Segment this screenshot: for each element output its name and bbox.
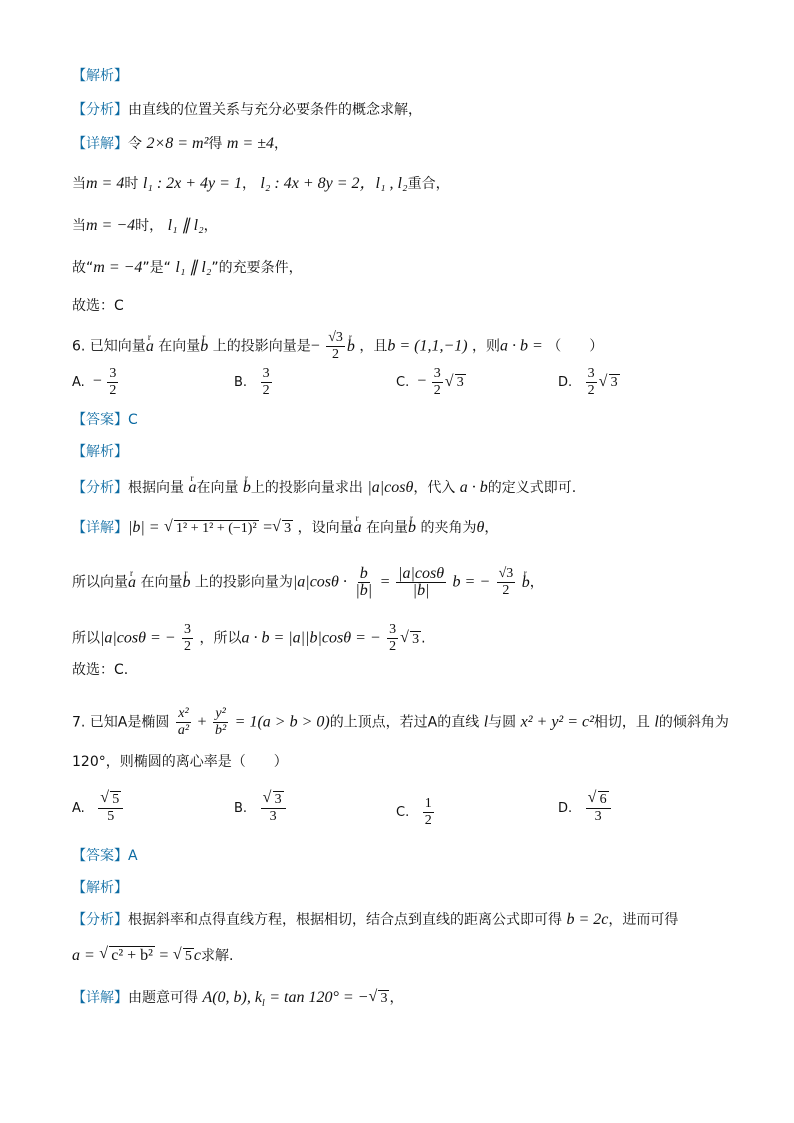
q5-fenxi-line: 【分析】由直线的位置关系与充分必要条件的概念求解， xyxy=(72,102,422,118)
q6-jiexi: 【解析】 xyxy=(72,444,128,460)
q6-option-b: B. $\frac{3}{2}$ xyxy=(234,366,270,398)
q7-option-c: C. $\frac{1}{2}$ xyxy=(396,796,432,828)
q7-stem-line2: 120°，则椭圆的离心率是（ ） xyxy=(72,754,288,770)
q7-option-a: A. √ $\frac{5}{5}$ xyxy=(72,792,125,825)
q5-answer: 故选：C xyxy=(72,298,124,314)
q6-stem: 6. 已知向量r a 在向量r b 上的投影向量是− $\frac{√3}{2}$ r b ，且b = (1,1,−1) ，则a · b = （ ） xyxy=(72,330,603,363)
q7-option-d: D. √ $\frac{6}{3}$ xyxy=(558,792,613,825)
q5-case-m-neg4: 当m = −4时， l₁ ∥ l₂， xyxy=(72,217,218,234)
q6-option-a: A. − $\frac{3}{2}$ xyxy=(72,366,117,398)
q6-projection-line: 所以向量r a 在向量r b 上的投影向量为|a|cosθ · $\frac{b}{|b|}$ = $\frac{|a|\cos\theta}{|b|}$ b = − $\frac{√3}{2}$ r b， xyxy=(72,566,544,599)
q7-option-b: B. √ $\frac{3}{3}$ xyxy=(234,792,288,825)
q7-jiexi: 【解析】 xyxy=(72,880,128,896)
q5-case-m4: 当m = 4时 l₁ : 2x + 4y = 1， l₂ : 4x + 8y = 2，l₁ , l₂重合， xyxy=(72,175,450,192)
q6-stem-fraction: $\frac{√3}{2}$ xyxy=(328,330,343,362)
q5-jiexi: 【解析】 xyxy=(72,68,128,84)
q6-option-c: C. − $\frac{3}{2}$ √ 3 xyxy=(396,366,466,399)
q6-option-d: D. $\frac{3}{2}$ √ 3 xyxy=(558,366,620,399)
q7-stem: 7. 已知A是椭圆 $\frac{\text{x²}}{\text{a²}}$ + $\frac{\text{y²}}{\text{b²}}$ = 1(a > b > 0)的上顶点，若过A的直线 l与圆 x² + y² = c²相切，且 l的倾斜角为 xyxy=(72,706,729,738)
q7-daan: 【答案】A xyxy=(72,848,138,864)
q7-fenxi-line: 【分析】根据斜率和点得直线方程，根据相切，结合点到直线的距离公式即可得 b = 2c，进而可得 xyxy=(72,911,679,928)
q6-result-line: 所以|a|cosθ = − $\frac{3}{2}$ ，所以a · b = |a||b|cosθ = − $\frac{3}{2}$ √ 3 . xyxy=(72,622,426,655)
q6-xiangjie-line: 【详解】|b| = √ 1² + 1² + (−1)² =√ 3 ，设向量r a 在向量r b 的夹角为θ， xyxy=(72,518,498,539)
q7-xiangjie-line: 【详解】由题意可得 A(0, b), $k_l = \tan 120^\circ$ = −√ 3 ， xyxy=(72,988,403,1014)
q5-conclusion: 故“m = −4”是“ l₁ ∥ l₂”的充要条件， xyxy=(72,259,303,276)
q7-fenxi-line2: a = √ c² + b² = √ 5 c求解. xyxy=(72,946,233,967)
q6-daan: 【答案】C xyxy=(72,412,138,428)
q6-answer: 故选：C. xyxy=(72,662,129,678)
q6-fenxi-line: 【分析】根据向量 r a在向量 r b上的投影向量求出 |a|cosθ，代入 a · b的定义式即可. xyxy=(72,478,576,498)
q5-xiangjie-line: 【详解】令 2×8 = m²得 m = ±4， xyxy=(72,135,288,152)
